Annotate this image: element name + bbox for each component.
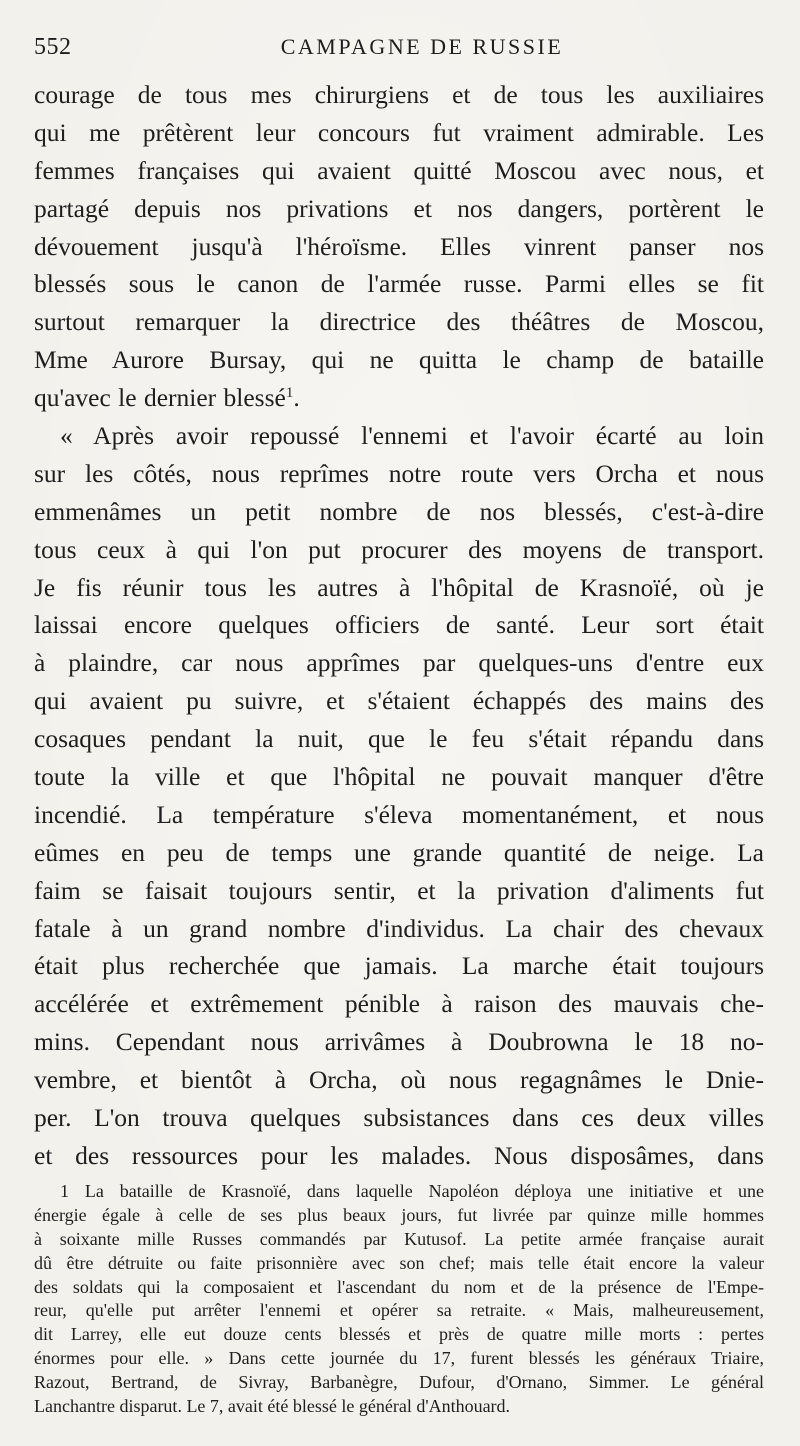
sentence-period: . xyxy=(293,383,300,413)
text-line: sur les côtés, nous reprîmes notre route vers Orcha et nous xyxy=(34,458,764,488)
text-line: fatale à un grand nombre d'individus. La chair des chevaux xyxy=(34,913,764,943)
text-line: et des ressources pour les malades. Nous disposâmes, dans xyxy=(34,1140,764,1170)
text-line: courage de tous mes chirurgiens et de tous les auxiliaires xyxy=(34,80,764,109)
text-line: per. L'on trouva quelques subsistances dans ces deux villes xyxy=(34,1103,764,1133)
footnote-text: La bataille de Krasnoïé, dans laquelle Napoléon déploya une initiative et une xyxy=(84,1181,764,1201)
text-line: à plaindre, car nous apprîmes par quelques-uns d'entre eux xyxy=(34,648,764,678)
text-line: mins. Cependant nous arrivâmes à Doubrowna le 18 no- xyxy=(34,1027,764,1057)
footnote-text: dit Larrey, elle eut douze cents blessés et près de quatre mille morts : pertes xyxy=(34,1324,764,1345)
text-line: eûmes en peu de temps une grande quantité de neige. La xyxy=(34,837,764,867)
footnote-reference[interactable]: 1 xyxy=(285,385,294,402)
main-text xyxy=(34,76,764,1175)
footnote-text: Lanchantre disparut. Le 7, avait été blessé le général d'Anthouard. xyxy=(34,1396,511,1417)
text-line: qui me prêtèrent leur concours fut vraiment admirable. Les xyxy=(34,117,764,147)
text-line: femmes françaises qui avaient quitté Moscou avec nous, et xyxy=(34,155,764,185)
text-line: qu'avec le dernier blessé xyxy=(34,383,286,413)
text-line: cosaques pendant la nuit, que le feu s'était répandu dans xyxy=(34,724,764,754)
text-line: emmenâmes un petit nombre de nos blessés, c'est-à-dire xyxy=(34,496,764,526)
text-line: dévouement jusqu'à l'héroïsme. Elles vinrent panser nos xyxy=(34,231,764,261)
text-line: laissai encore quelques officiers de santé. Leur sort était xyxy=(34,610,764,640)
text-line: était plus recherchée que jamais. La marche était toujours xyxy=(34,951,764,981)
footnote-text: à soixante mille Russes commandés par Kutusof. La petite armée française aurait xyxy=(34,1228,764,1249)
text-line: tous ceux à qui l'on put procurer des moyens de transport. xyxy=(34,534,764,564)
footnote-text: énergie égale à celle de ses plus beaux jours, fut livrée par quinze mille hommes xyxy=(34,1204,764,1225)
text-line: qui avaient pu suivre, et s'étaient échappés des mains des xyxy=(34,686,764,716)
text-line: vembre, et bientôt à Orcha, où nous regagnâmes le Dnie- xyxy=(34,1065,764,1095)
text-line: Mme Aurore Bursay, qui ne quitta le champ de bataille xyxy=(34,345,764,375)
page-number: 552 xyxy=(34,34,72,60)
footnote-text: reur, qu'elle put arrêter l'ennemi et opérer sa retraite. « Mais, malheureusement, xyxy=(34,1300,764,1321)
text-line: partagé depuis nos privations et nos dangers, portèrent le xyxy=(34,193,764,223)
paragraph-end-line xyxy=(34,379,764,417)
footnote-text: énormes pour elle. » Dans cette journée du 17, furent blessés les généraux Triaire, xyxy=(34,1348,764,1369)
footnote-text: Razout, Bertrand, de Sivray, Barbanègre, Dufour, d'Ornano, Simmer. Le général xyxy=(34,1372,764,1393)
text-line: surtout remarquer la directrice des théâtres de Moscou, xyxy=(34,307,764,337)
text-line: toute la ville et que l'hôpital ne pouvait manquer d'être xyxy=(34,762,764,792)
text-line: faim se faisait toujours sentir, et la privation d'aliments fut xyxy=(34,875,764,905)
footnote-text: des soldats qui la composaient et l'ascendant du nom et de la présence de l'Empe- xyxy=(34,1276,764,1297)
footnote-marker: 1 xyxy=(60,1181,69,1201)
text-line: « Après avoir repoussé l'ennemi et l'avoir écarté au loin xyxy=(60,421,764,451)
text-line: incendié. La température s'éleva momentanément, et nous xyxy=(34,799,764,829)
text-line: blessés sous le canon de l'armée russe. Parmi elles se fit xyxy=(34,269,764,299)
footnote-text: dû être détruite ou faite prisonnière avec son chef; mais telle était encore la valeur xyxy=(34,1252,764,1273)
footnote-first-line xyxy=(34,1180,764,1204)
footnotes xyxy=(34,1180,764,1419)
text-line: accélérée et extrêmement pénible à raison des mauvais che- xyxy=(34,989,764,1019)
page-header xyxy=(34,34,770,64)
running-title: CAMPAGNE DE RUSSIE xyxy=(280,34,564,59)
text-line: Je fis réunir tous les autres à l'hôpital de Krasnoïé, où je xyxy=(34,572,764,602)
